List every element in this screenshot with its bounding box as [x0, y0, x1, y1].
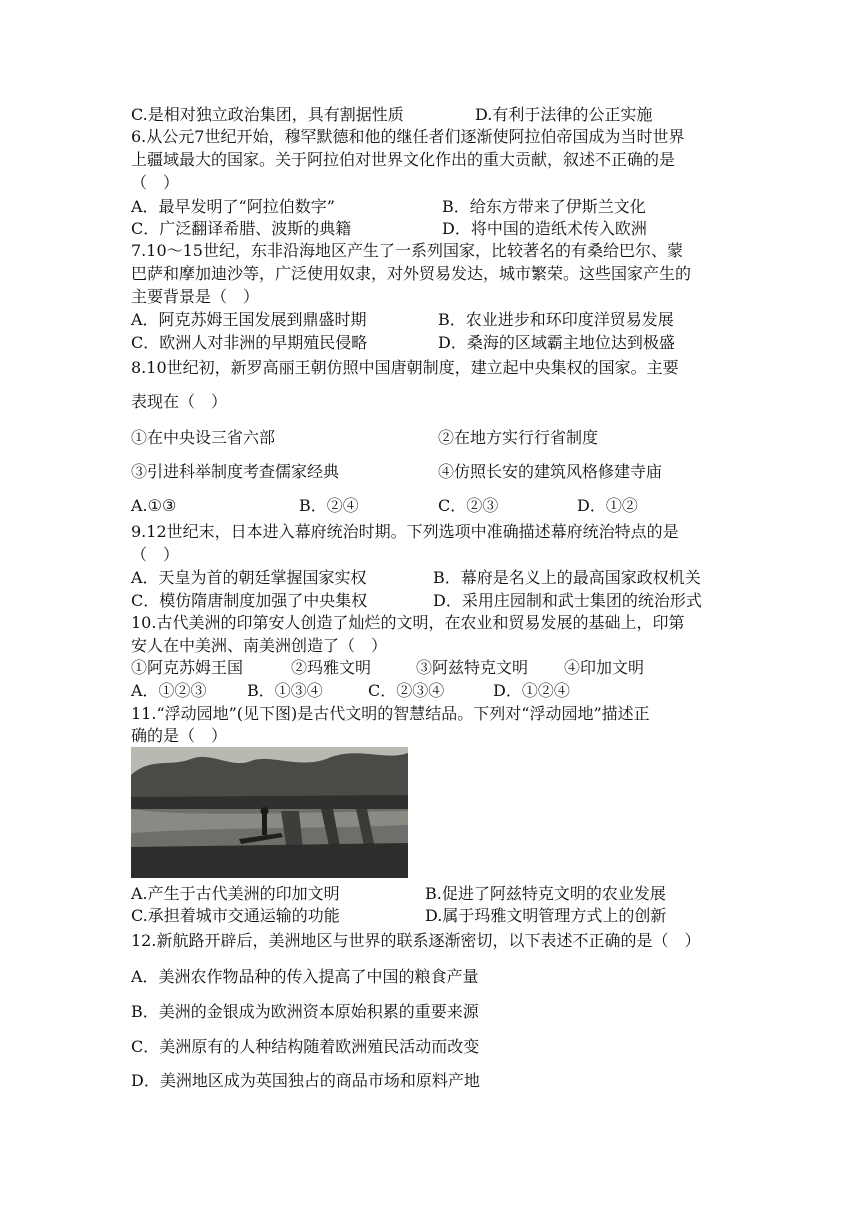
question-12-option-d: D．美洲地区成为英国独占的商品市场和原料产地: [131, 1071, 480, 1090]
question-6-stem-line1: 6.从公元7世纪开始，穆罕默德和他的继任者们逐渐使阿拉伯帝国成为当时世界: [131, 127, 685, 146]
option-a: A．阿克苏姆王国发展到鼎盛时期: [131, 310, 367, 329]
item-2: ②玛雅文明: [291, 658, 372, 677]
option-c: C．广泛翻译希腊、波斯的典籍: [131, 219, 352, 238]
option-b: B．②④: [299, 496, 359, 515]
question-11-stem-line2: 确的是（ ）: [131, 726, 228, 745]
item-4: ④印加文明: [564, 658, 645, 677]
question-6-stem-line2: 上疆域最大的国家。关于阿拉伯对世界文化作出的重大贡献，叙述不正确的是: [131, 150, 676, 169]
option-c: C．欧洲人对非洲的早期殖民侵略: [131, 333, 368, 352]
question-10-stem-line2: 安人在中美洲、南美洲创造了（ ）: [131, 636, 388, 655]
option-a: A．最早发明了“阿拉伯数字”: [131, 197, 335, 216]
option-a: A．天皇为首的朝廷掌握国家实权: [131, 568, 367, 587]
option-b: B．农业进步和环印度洋贸易发展: [438, 310, 674, 329]
floating-garden-photo: [131, 747, 408, 878]
option-b: B.促进了阿兹特克文明的农业发展: [425, 884, 666, 903]
question-12-option-c: C．美洲原有的人种结构随着欧洲殖民活动而改变: [131, 1037, 480, 1056]
question-10-stem-line1: 10.古代美洲的印第安人创造了灿烂的文明，在农业和贸易发展的基础上，印第: [131, 613, 685, 632]
question-7-stem-line3: 主要背景是（ ）: [131, 287, 260, 306]
option-b: B．幕府是名义上的最高国家政权机关: [433, 568, 701, 587]
option-c: C.承担着城市交通运输的功能: [131, 906, 340, 925]
option-d: D．采用庄园制和武士集团的统治形式: [433, 591, 702, 610]
option-a: A.①③: [131, 496, 177, 515]
option-d: D.有利于法律的公正实施: [475, 105, 653, 124]
option-c: C．②③: [438, 496, 499, 515]
question-7-stem-line2: 巴萨和摩加迪沙等，广泛使用奴隶，对外贸易发达，城市繁荣。这些国家产生的: [131, 264, 692, 283]
option-d: D.属于玛雅文明管理方式上的创新: [425, 906, 667, 925]
option-a: A．①②③: [131, 681, 207, 700]
question-8-stem-line1: 8.10世纪初，新罗高丽王朝仿照中国唐朝制度，建立起中央集权的国家。主要: [131, 358, 679, 377]
option-a: A.产生于古代美洲的印加文明: [131, 884, 340, 903]
question-9-stem-line1: 9.12世纪末，日本进入幕府统治时期。下列选项中准确描述幕府统治特点的是: [131, 522, 679, 541]
item-1: ①阿克苏姆王国: [131, 658, 244, 677]
option-c: C．模仿隋唐制度加强了中央集权: [131, 591, 368, 610]
option-d: D．①②: [577, 496, 638, 515]
question-12-option-b: B．美洲的金银成为欧洲资本原始积累的重要来源: [131, 1002, 479, 1021]
question-7-stem-line1: 7.10～15世纪，东非沿海地区产生了一系列国家，比较著名的有桑给巴尔、蒙: [131, 241, 683, 260]
question-8-stem-line2: 表现在（ ）: [131, 392, 228, 411]
item-3: ③引进科举制度考查儒家经典: [131, 462, 340, 481]
question-9-blank: （ ）: [131, 545, 180, 564]
question-12-option-a: A．美洲农作物品种的传入提高了中国的粮食产量: [131, 967, 479, 986]
item-2: ②在地方实行行省制度: [438, 428, 599, 447]
question-11-stem-line1: 11.“浮动园地”(见下图)是古代文明的智慧结品。下列对“浮动园地”描述正: [131, 704, 650, 723]
option-d: D．桑海的区域霸主地位达到极盛: [438, 333, 675, 352]
question-12-stem: 12.新航路开辟后，美洲地区与世界的联系逐渐密切，以下表述不正确的是（ ）: [131, 931, 701, 950]
option-c: C．②③④: [368, 681, 445, 700]
floating-garden-image: [131, 747, 408, 878]
item-4: ④仿照长安的建筑风格修建寺庙: [438, 462, 663, 481]
item-1: ①在中央设三省六部: [131, 428, 276, 447]
option-b: B．给东方带来了伊斯兰文化: [442, 197, 646, 216]
option-d: D．①②④: [493, 681, 570, 700]
option-c: C.是相对独立政治集团，具有割据性质: [131, 105, 404, 124]
option-d: D．将中国的造纸术传入欧洲: [442, 219, 647, 238]
option-b: B．①③④: [247, 681, 323, 700]
question-6-blank: （ ）: [131, 173, 180, 192]
item-3: ③阿兹特克文明: [416, 658, 529, 677]
